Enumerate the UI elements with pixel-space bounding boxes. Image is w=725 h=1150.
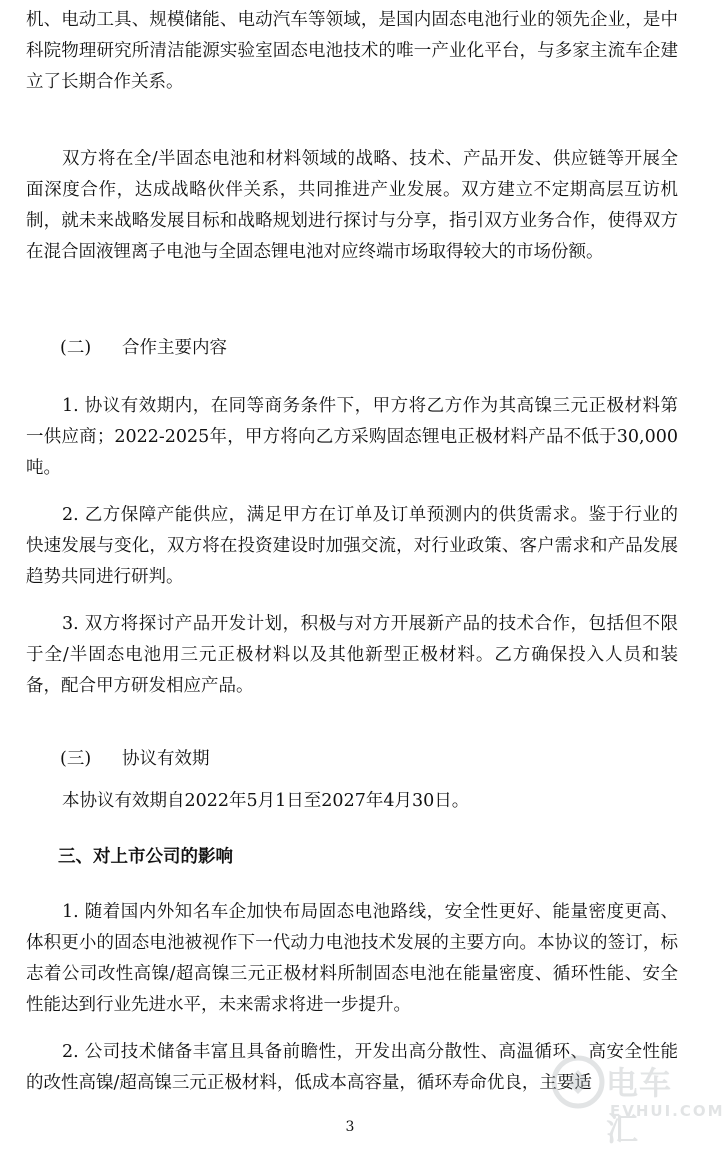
heading-number: (二) <box>60 338 92 358</box>
paragraph-company-intro: 机、电动工具、规模储能、电动汽车等领域，是国内固态电池行业的领先企业，是中科院物理研究所清洁能源实验室固态电池技术的唯一产业化平台，与多家主流车企建立了长期合作关系。 <box>26 10 678 92</box>
paragraph-impact-2: 2. 公司技术储备丰富且具备前瞻性，开发出高分散性、高温循环、高安全性能的改性高镍/超高镍三元正极材料，低成本高容量，循环寿命优良，主要适 <box>26 1042 678 1093</box>
paragraph-impact-1: 1. 随着国内外知名车企加快布局固态电池路线，安全性更好、能量密度更高、体积更小的固态电池被视作下一代动力电池技术发展的主要方向。本协议的签订，标志着公司改性高镍/超高镍三元正极材料所制固态电池在能量密度、循环性能、安全性能达到行业先进水平，未来需求将进一步提升。 <box>26 902 678 1015</box>
paragraph-item-1: 1. 协议有效期内，在同等商务条件下，甲方将乙方作为其高镍三元正极材料第一供应商；2022-2025年，甲方将向乙方采购固态锂电正极材料产品不低于30,000吨。 <box>26 396 678 478</box>
paragraph-item-2: 2. 乙方保障产能供应，满足甲方在订单及订单预测内的供货需求。鉴于行业的快速发展与变化，双方将在投资建设时加强交流，对行业政策、客户需求和产品发展趋势共同进行研判。 <box>26 505 678 587</box>
heading-title: 合作主要内容 <box>122 338 227 358</box>
paragraph-strategic-partnership: 双方将在全/半固态电池和材料领域的战略、技术、产品开发、供应链等开展全面深度合作，达成战略伙伴关系，共同推进产业发展。双方建立不定期高层互访机制，就未来战略发展目标和战略规划进行探讨与分享，指引双方业务合作，使得双方在混合固液锂离子电池与全固态锂电池对应终端市场取得较大的市场份额。 <box>26 149 678 262</box>
watermark-subtext: EVHUI.COM <box>610 1102 725 1120</box>
heading-agreement-term <box>60 744 210 775</box>
watermark-emblem-icon <box>548 1052 608 1112</box>
paragraph-item-3: 3. 双方将探讨产品开发计划，积极与对方开展新产品的技术合作，包括但不限于全/半固态电池用三元正极材料以及其他新型正极材料。乙方确保投入人员和装备，配合甲方研发相应产品。 <box>26 614 678 696</box>
watermark-text: 电车汇 <box>606 1064 673 1148</box>
heading-impact: 三、对上市公司的影响 <box>58 847 233 867</box>
heading-title: 协议有效期 <box>122 749 210 769</box>
watermark-logo <box>548 1052 725 1148</box>
heading-cooperation-content <box>60 333 227 364</box>
page-number: 3 <box>345 1119 355 1135</box>
heading-number: (三) <box>60 749 92 769</box>
paragraph-validity: 本协议有效期自2022年5月1日至2027年4月30日。 <box>62 791 470 811</box>
